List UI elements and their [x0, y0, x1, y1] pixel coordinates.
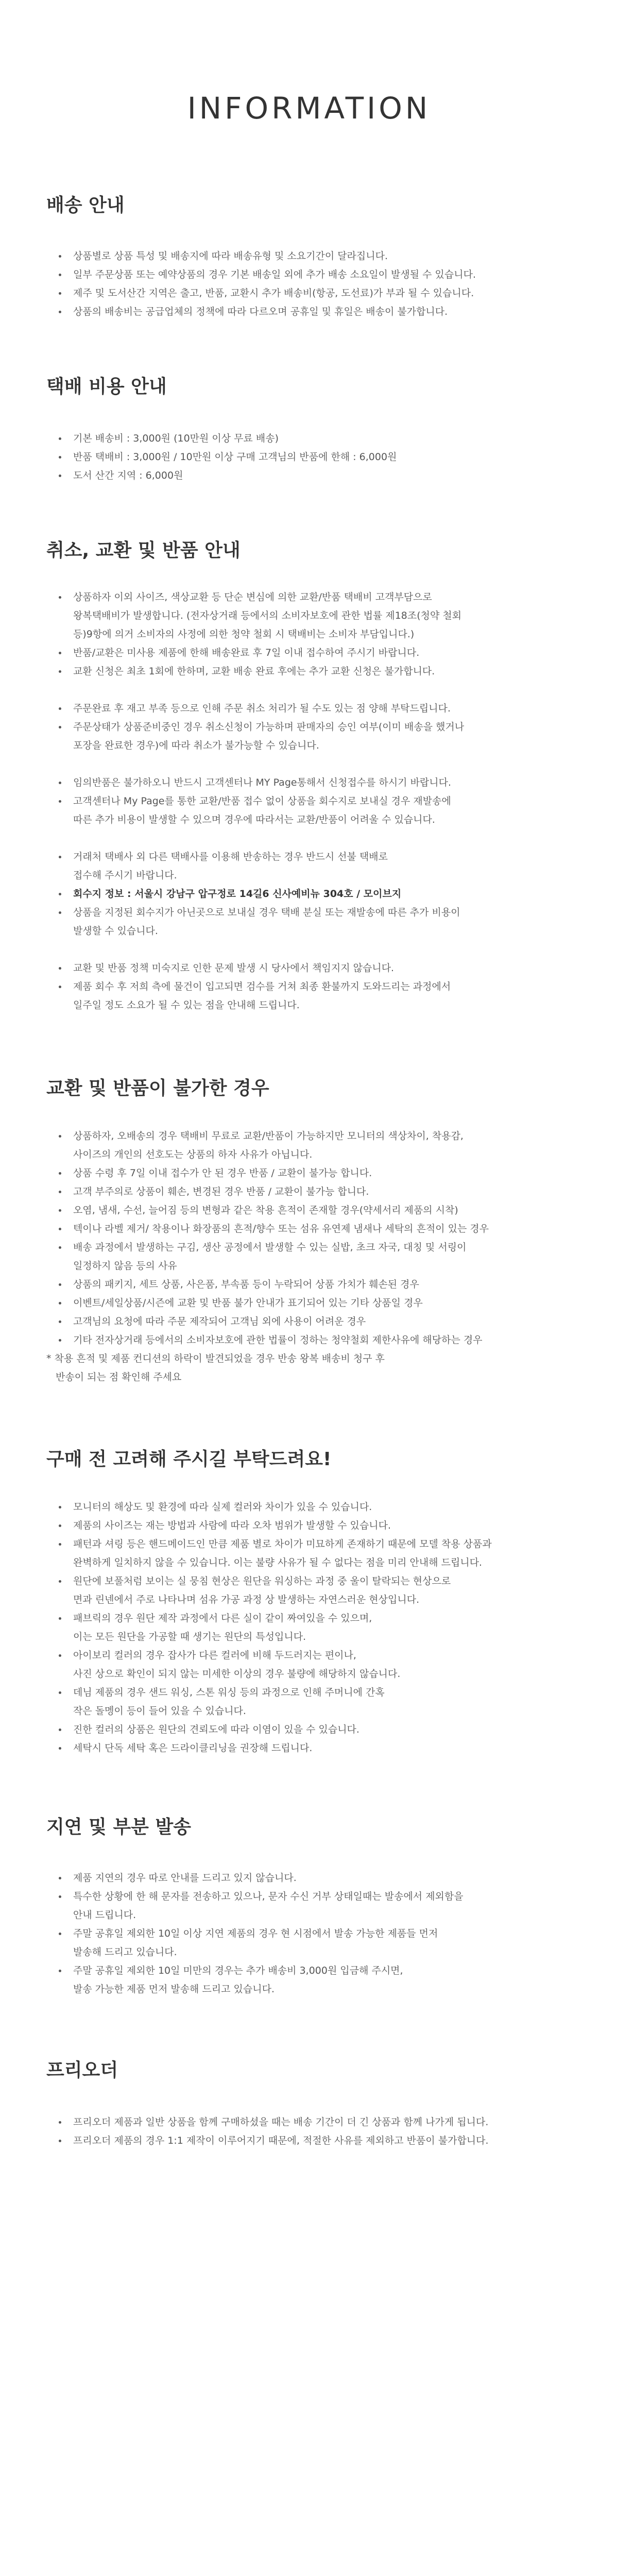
list-item: 임의반품은 불가하오니 반드시 고객센터나 MY Page통해서 신청접수를 하시기 바랍니다. — [46, 773, 572, 792]
list-item: 패턴과 셔링 등은 핸드메이드인 만큼 제품 별로 차이가 미묘하게 존재하기 때문에 모델 착용 상품과 — [46, 1535, 572, 1553]
preorder-list — [46, 2113, 572, 2150]
section-heading: 배송 안내 — [46, 195, 125, 216]
list-item-continued: 사이즈의 개인의 선호도는 상품의 하자 사유가 아닙니다. — [73, 1149, 313, 1160]
list-item: 기본 배송비 : 3,000원 (10만원 이상 무료 배송) — [46, 429, 572, 448]
list-item: 상품의 패키지, 세트 상품, 사은품, 부속품 등이 누락되어 상품 가치가 훼손된 경우 — [46, 1275, 572, 1294]
list-item: 배송 과정에서 발생하는 구김, 생산 공정에서 발생할 수 있는 실밥, 초크 자국, 대칭 및 서링이 — [46, 1238, 572, 1257]
section-heading: 구매 전 고려해 주시길 부탁드려요! — [46, 1449, 332, 1470]
section-before-purchase — [46, 1447, 572, 1757]
list-item: 고객 부주의로 상품이 훼손, 변경된 경우 반품 / 교환이 불가능 합니다. — [46, 1182, 572, 1201]
list-item-continued: 등)9항에 의거 소비자의 사정에 의한 청약 철회 시 택배비는 소비자 부담입니다.) — [73, 629, 415, 640]
list-item-continued: 사진 상으로 확인이 되지 않는 미세한 이상의 경우 불량에 해당하지 않습니다. — [73, 1668, 401, 1680]
list-item: 일부 주문상품 또는 예약상품의 경우 기본 배송일 외에 추가 배송 소요일이 발생될 수 있습니다. — [46, 265, 572, 284]
list-item-continued: 왕복택배비가 발생합니다. (전자상거래 등에서의 소비자보호에 관한 법률 제18조(청약 철회 — [73, 610, 462, 621]
cost-list — [46, 429, 572, 485]
list-item: 원단에 보풀처럼 보이는 실 뭉침 현상은 원단을 워싱하는 과정 중 울이 탈락되는 현상으로 — [46, 1572, 572, 1590]
return-address: 회수지 정보 : 서울시 강남구 압구정로 14길6 신사예비뉴 304호 / 모이브지 — [46, 885, 572, 903]
section-heading: 지연 및 부분 발송 — [46, 1817, 192, 1838]
list-item-continued: 완벽하게 일치하지 않을 수 있습니다. 이는 불량 사유가 될 수 없다는 점을 미리 안내해 드립니다. — [73, 1557, 483, 1568]
section-heading: 택배 비용 안내 — [46, 376, 167, 397]
list-item: 교환 신청은 최초 1회에 한하며, 교환 배송 완료 후에는 추가 교환 신청은 불가합니다. — [46, 662, 572, 681]
section-no-exchange — [46, 1076, 572, 1386]
list-item: 프리오더 제품의 경우 1:1 제작이 이루어지기 때문에, 적절한 사유를 제외하고 반품이 불가합니다. — [46, 2131, 572, 2150]
section-preorder — [46, 2058, 572, 2150]
page-title: INFORMATION — [187, 91, 431, 126]
list-item-continued: 일정하지 않음 등의 사유 — [73, 1260, 177, 1272]
list-item: 상품하자 이외 사이즈, 색상교환 등 단순 변심에 의한 교환/반품 택배비 고객부담으로 — [46, 588, 572, 606]
list-item-continued: 작은 돌멩이 등이 들어 있을 수 있습니다. — [73, 1705, 246, 1717]
noexchange-list — [46, 1127, 572, 1349]
list-item-continued: 접수해 주시기 바랍니다. — [73, 870, 177, 881]
list-item: 교환 및 반품 정책 미숙지로 인한 문제 발생 시 당사에서 책임지지 않습니다. — [46, 959, 572, 977]
section-heading: 취소, 교환 및 반품 안내 — [46, 540, 241, 561]
list-spacer — [46, 829, 572, 848]
list-item-continued: 따른 추가 비용이 발생할 수 있으며 경우에 따라서는 교환/반품이 어려울 수 있습니다. — [73, 814, 435, 825]
list-item: 거래처 택배사 외 다른 택배사를 이용해 반송하는 경우 반드시 선불 택배로 — [46, 848, 572, 866]
list-item: 제주 및 도서산간 지역은 출고, 반품, 교환시 추가 배송비(항공, 도선료)가 부과 될 수 있습니다. — [46, 284, 572, 302]
list-item-continued: 이는 모든 원단을 가공할 때 생기는 원단의 특성입니다. — [73, 1631, 306, 1642]
list-item: 진한 컬러의 상품은 원단의 견뢰도에 따라 이염이 있을 수 있습니다. — [46, 1720, 572, 1739]
list-item: 제품의 사이즈는 재는 방법과 사람에 따라 오차 범위가 발생할 수 있습니다. — [46, 1516, 572, 1535]
precheck-list — [46, 1498, 572, 1757]
list-item: 데님 제품의 경우 샌드 워싱, 스톤 워싱 등의 과정으로 인해 주머니에 간혹 — [46, 1683, 572, 1702]
list-item-continued: 면과 린넨에서 주로 나타나며 섬유 가공 과정 상 발생하는 자연스러운 현상입니다. — [73, 1594, 420, 1605]
list-item: 고객님의 요청에 따라 주문 제작되어 고객님 외에 사용이 어려운 경우 — [46, 1312, 572, 1331]
list-item-continued: 발송해 드리고 있습니다. — [73, 1946, 177, 1958]
list-spacer — [46, 940, 572, 959]
list-spacer — [46, 755, 572, 773]
list-item: 주말 공휴일 제외한 10일 미만의 경우는 추가 배송비 3,000원 입금해 주시면, — [46, 1961, 572, 1980]
list-item-continued: 포장을 완료한 경우)에 따라 취소가 불가능할 수 있습니다. — [73, 740, 319, 751]
list-item: 세탁시 단독 세탁 혹은 드라이클리닝을 권장해 드립니다. — [46, 1739, 572, 1757]
list-item: 상품하자, 오배송의 경우 택배비 무료로 교환/반품이 가능하지만 모니터의 색상차이, 착용감, — [46, 1127, 572, 1145]
footnote-line: * 착용 흔적 및 제품 컨디션의 하락이 발견되었을 경우 반송 왕복 배송비 청구 후 — [46, 1353, 385, 1364]
list-item: 주말 공휴일 제외한 10일 이상 지연 제품의 경우 현 시점에서 발송 가능한 제품들 먼저 — [46, 1924, 572, 1943]
list-item: 상품을 지정된 회수지가 아닌곳으로 보내실 경우 택배 분실 또는 재발송에 따른 추가 비용이 — [46, 903, 572, 922]
list-item: 반품/교환은 미사용 제품에 한해 배송완료 후 7일 이내 접수하여 주시기 바랍니다. — [46, 643, 572, 662]
list-item: 제품 회수 후 저희 측에 물건이 입고되면 검수를 거쳐 최종 환불까지 도와드리는 과정에서 — [46, 977, 572, 996]
list-item: 특수한 상황에 한 해 문자를 전송하고 있으나, 문자 수신 거부 상태일때는 발송에서 제외함을 — [46, 1887, 572, 1906]
section-shipping — [46, 193, 572, 321]
list-item: 고객센터나 My Page를 통한 교환/반품 접수 없이 상품을 회수지로 보내실 경우 재발송에 — [46, 792, 572, 810]
section-shipping-cost — [46, 375, 572, 485]
list-item-continued: 발생할 수 있습니다. — [73, 925, 158, 937]
list-item: 제품 지연의 경우 따로 안내를 드리고 있지 않습니다. — [46, 1869, 572, 1887]
list-item: 반품 택배비 : 3,000원 / 10만원 이상 구매 고객님의 반품에 한해 : 6,000원 — [46, 448, 572, 466]
section-heading: 프리오더 — [46, 2060, 118, 2081]
cancel-list — [46, 588, 572, 1014]
list-item: 기타 전자상거래 등에서의 소비자보호에 관한 법률이 정하는 청약철회 제한사유에 해당하는 경우 — [46, 1331, 572, 1349]
shipping-list — [46, 247, 572, 321]
list-item: 오염, 냄새, 수선, 늘어짐 등의 변형과 같은 착용 흔적이 존재할 경우(약세서리 제품의 시착) — [46, 1201, 572, 1219]
list-item: 상품별로 상품 특성 및 배송지에 따라 배송유형 및 소요기간이 달라집니다. — [46, 247, 572, 265]
list-item: 상품의 배송비는 공급업체의 정책에 따라 다르오며 공휴일 및 휴일은 배송이 불가합니다. — [46, 302, 572, 321]
list-item: 텍이나 라벨 제거/ 착용이나 화장품의 흔적/향수 또는 섬유 유연제 냄새나 세탁의 흔적이 있는 경우 — [46, 1219, 572, 1238]
list-item-continued: 안내 드립니다. — [73, 1909, 136, 1921]
footnote-line: 반송이 되는 점 확인해 주세요 — [56, 1371, 182, 1383]
list-item-continued: 발송 가능한 제품 먼저 발송해 드리고 있습니다. — [73, 1984, 275, 1995]
list-item: 아이보리 컬러의 경우 잡사가 다른 컬러에 비해 두드러지는 편이나, — [46, 1646, 572, 1665]
section-cancel-exchange-return — [46, 538, 572, 1014]
list-item-continued: 일주일 정도 소요가 될 수 있는 점을 안내해 드립니다. — [73, 999, 300, 1011]
list-item: 프리오더 제품과 일반 상품을 함께 구매하셨을 때는 배송 기간이 더 긴 상품과 함께 나가게 됩니다. — [46, 2113, 572, 2131]
section-delay-partial — [46, 1815, 572, 1998]
list-item: 모니터의 해상도 및 환경에 따라 실제 컬러와 차이가 있을 수 있습니다. — [46, 1498, 572, 1516]
delay-list — [46, 1869, 572, 1998]
list-item: 도서 산간 지역 : 6,000원 — [46, 466, 572, 485]
section-heading: 교환 및 반품이 불가한 경우 — [46, 1078, 269, 1099]
list-item: 이벤트/세일상품/시즌에 교환 및 반품 불가 안내가 표기되어 있는 기타 상품일 경우 — [46, 1294, 572, 1312]
list-item: 주문완료 후 재고 부족 등으로 인해 주문 취소 처리가 될 수도 있는 점 양해 부탁드립니다. — [46, 699, 572, 718]
list-spacer — [46, 681, 572, 699]
list-item: 상품 수령 후 7일 이내 접수가 안 된 경우 반품 / 교환이 불가능 합니다. — [46, 1164, 572, 1182]
list-item: 주문상태가 상품준비중인 경우 취소신청이 가능하며 판매자의 승인 여부(이미 배송을 했거나 — [46, 718, 572, 736]
footnote — [46, 1349, 572, 1386]
list-item: 패브릭의 경우 원단 제작 과정에서 다른 실이 같이 짜여있을 수 있으며, — [46, 1609, 572, 1628]
